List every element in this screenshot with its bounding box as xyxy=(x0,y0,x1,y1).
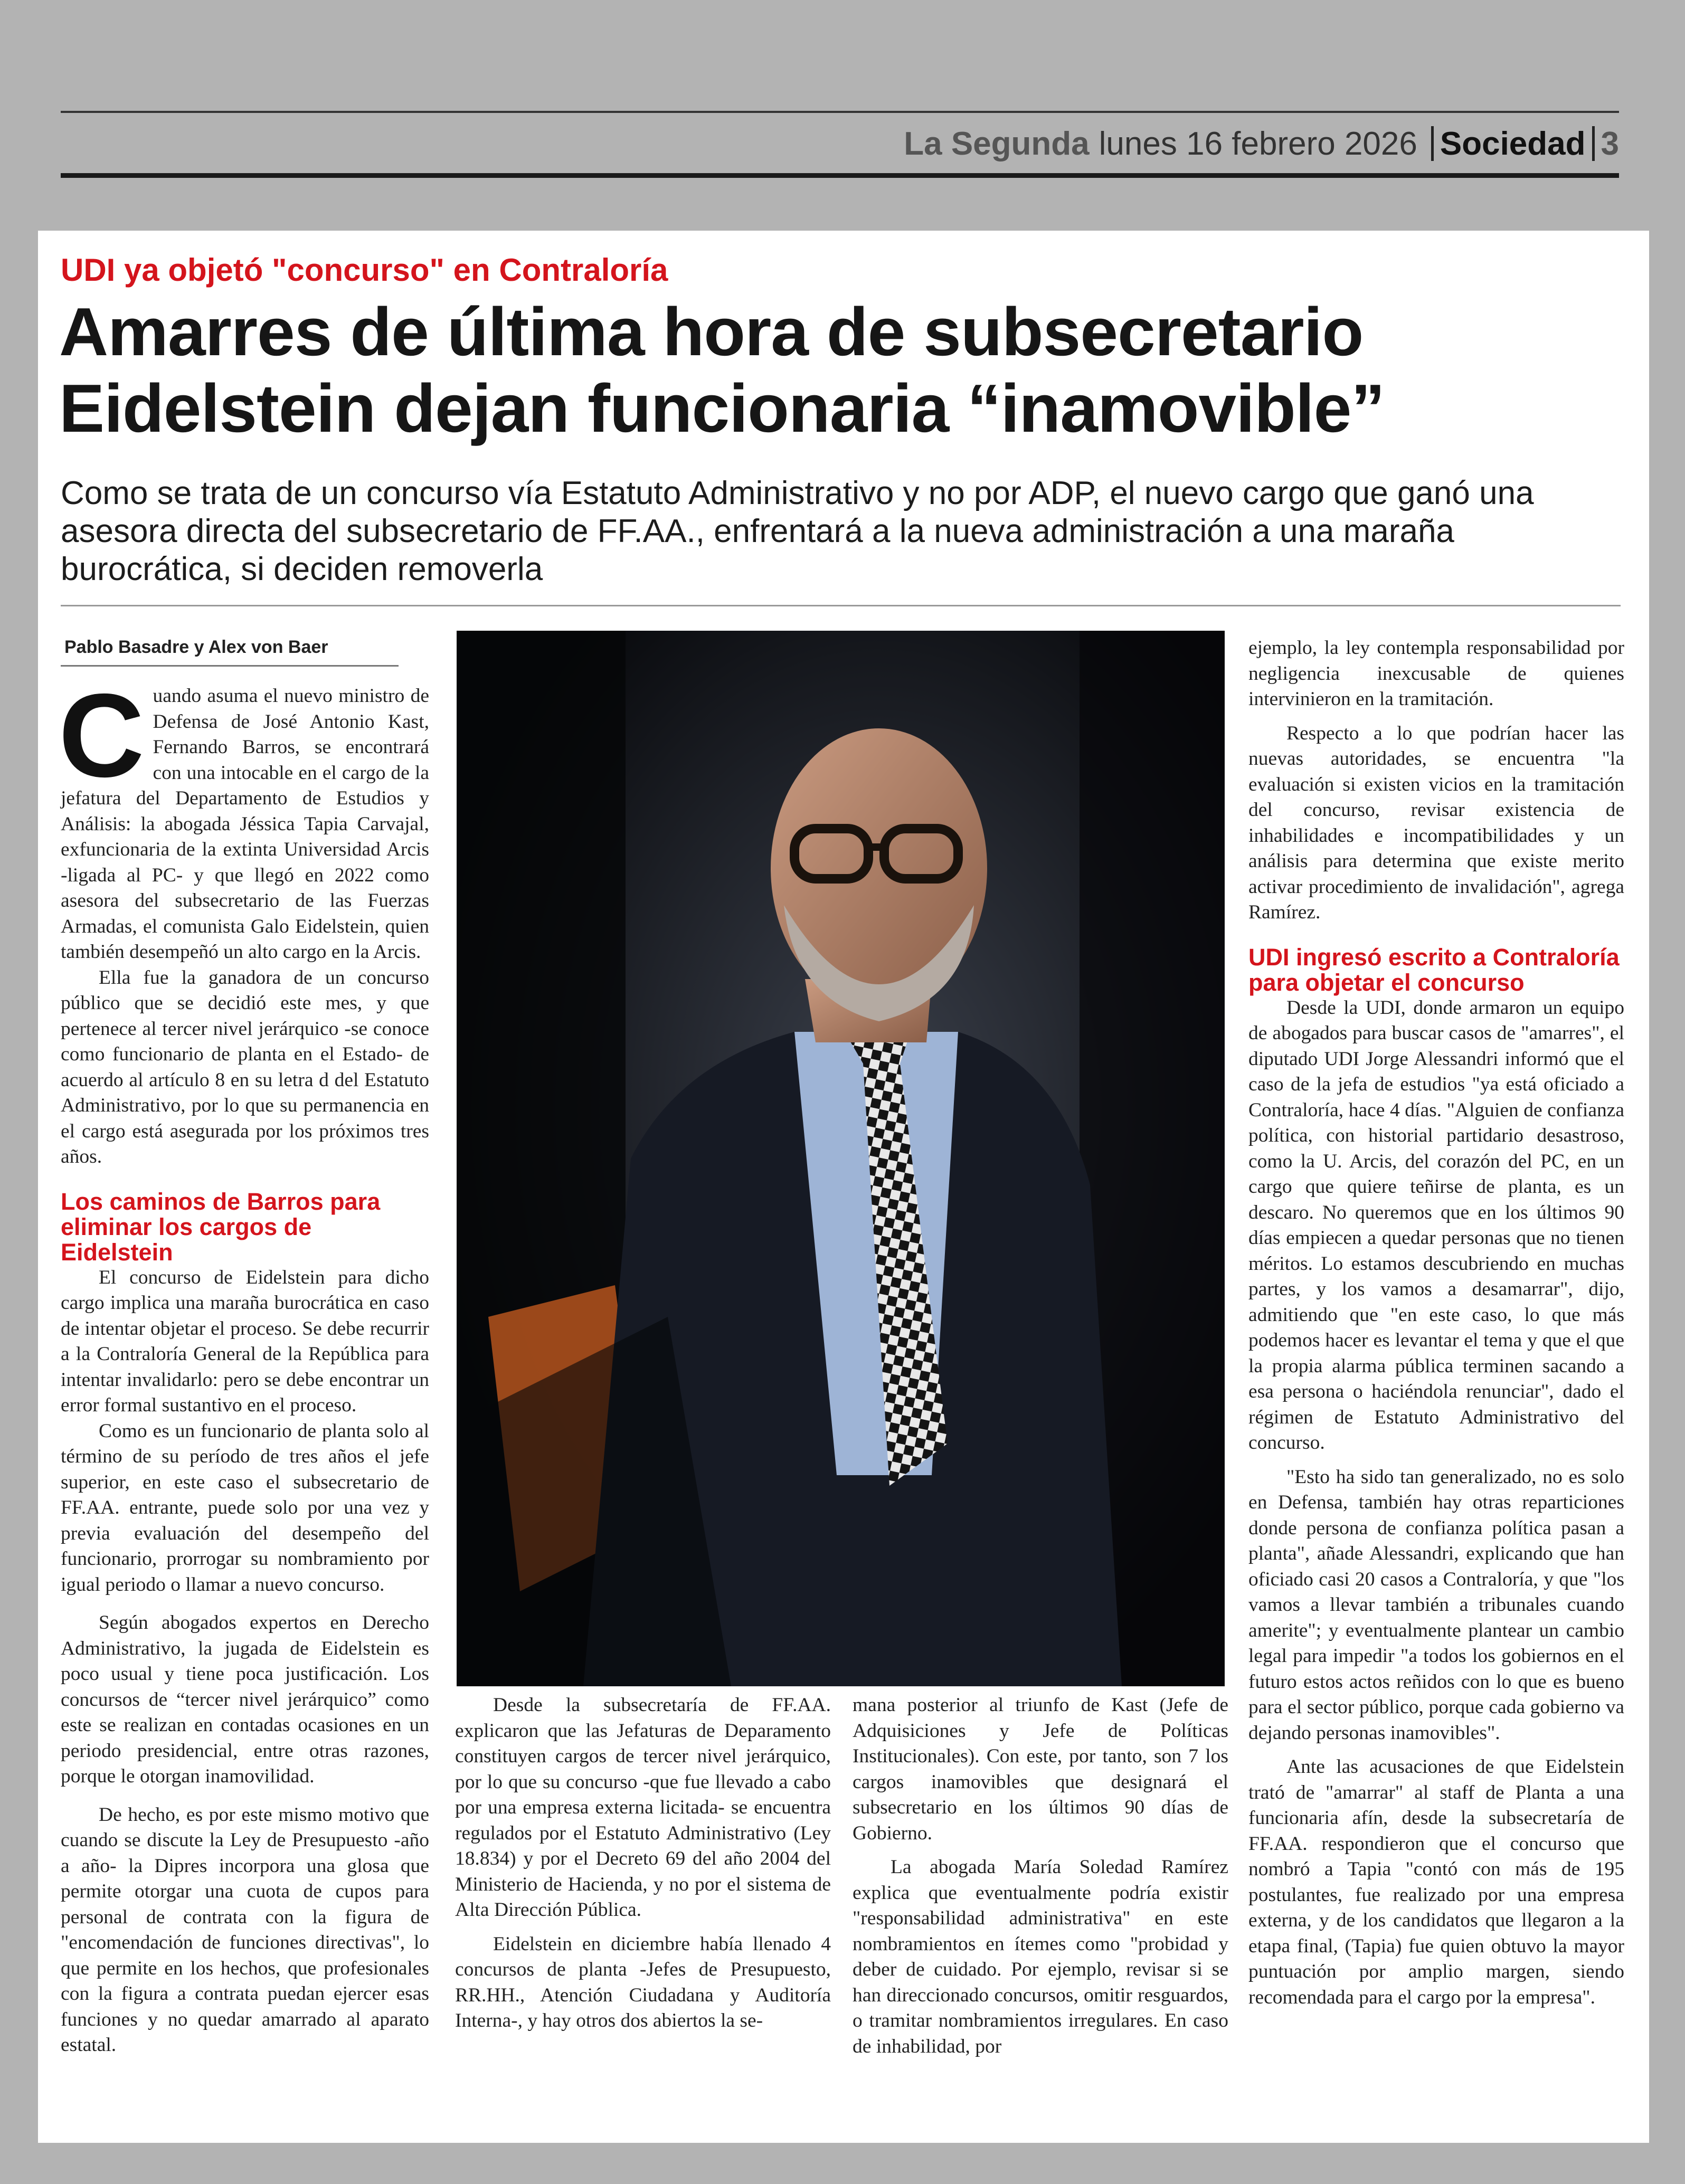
byline: Pablo Basadre y Alex von Baer xyxy=(64,637,328,657)
masthead xyxy=(904,117,1619,170)
paragraph: Desde la UDI, donde armaron un equipo de abogados para buscar casos de "amarres", el diputado UDI Jorge Alessandri informó que el caso de la jefa de estudios "ya está oficiado a Contraloría, hace 4 días. "Alguien de confianza política, con historial partidario desastroso, como la U. Arcis, del corazón del PC, en un cargo que quiere teñirse de planta, es un descaro. No queremos que en los últimos 90 días empiecen a quedar personas que no tienen méritos. Lo estamos descubriendo en muchas partes, y los vamos a desamarrar", dijo, admitiendo que "en este caso, lo que más podemos hacer es levantar el tema y que el que la propia alarma pública terminen sacando a esa persona o haciéndola renunciar", dado el régimen de Estatuto Administrativo del concurso. xyxy=(1248,996,1624,1454)
paragraph: Respecto a lo que podrían hacer las nuevas autoridades, se encuentra "la evaluación si existen vicios en la tramitación del concurso, revisar existencia de inhabilidades e incompatibilidades y un análisis para determina que existe merito activar procedimiento de invalidación", agrega Ramírez. xyxy=(1248,722,1624,923)
paragraph: ejemplo, la ley contempla responsabilidad por negligencia inexcusable de quienes intervinieron en la tramitación. xyxy=(1248,637,1624,710)
paragraph: Desde la subsecretaría de FF.AA. explicaron que las Jefaturas de Deparamento constituyen cargos de tercer nivel jerárquico, por lo que su concurso -que fue llevado a cabo por una empresa externa licitada- se encuentra regulados por el Estatuto Administrativo (Ley 18.834) y por el Decreto 69 del año 2004 del Ministerio de Hacienda, y no por el sistema de Alta Dirección Pública. xyxy=(455,1694,831,1921)
paragraph: La abogada María Soledad Ramírez explica que eventualmente podría existir "responsabilidad administrativa" en este nombramientos en ítemes como "probidad y deber de cuidado. Por ejemplo, revisar si se han direccionado concursos, omitir resguardos, o tramitar nombramientos irregulares. En caso de inhabilidad, por xyxy=(853,1856,1228,2057)
subheading: UDI ingresó escrito a Contraloría para objetar el concurso xyxy=(1248,943,1620,996)
masthead-divider xyxy=(1592,126,1595,161)
paragraph: Ella fue la ganadora de un concurso público que se decidió este mes, y que pertenece al tercer nivel jerárquico -se conoce como funcionario de planta en el Estado- de acuerdo al artículo 8 en su letra d del Estatuto Administrativo, por lo que su permanencia en el cargo está asegurada por los próximos tres años. xyxy=(61,966,429,1167)
byline-divider xyxy=(61,665,399,667)
paragraph: De hecho, es por este mismo motivo que cuando se discute la Ley de Presupuesto -año a año- la Dipres incorpora una glosa que permite otorgar una cuota de cupos para personal de contrata con la figura de "encomendación de funciones directivas", lo que permite en los hechos, que profesionales con la figura a contrata puedan ejercer esas funciones y no quedar amarrado al aparato estatal. xyxy=(61,1803,429,2056)
paragraph: "Esto ha sido tan generalizado, no es solo en Defensa, también hay otras reparticiones donde persona de confianza política pasan a planta", añade Alessandri, explicando que han oficiado casi 20 casos a Contraloría, y que "los vamos a llevar también a tribunales cuando amerite"; y eventualmente plantear un cambio legal para impedir "a todos los gobiernos en el futuro estos actos reñidos con lo que es bueno para el sector público, porque cada gobierno va dejando personas inamovibles". xyxy=(1248,1466,1624,1744)
masthead-divider xyxy=(1431,126,1434,161)
paragraph: Eidelstein en diciembre había llenado 4 concursos de planta -Jefes de Presupuesto, RR.HH., Atención Ciudadana y Auditoría Interna-, y hay otros dos abiertos la se- xyxy=(455,1933,831,2031)
article-column-3 xyxy=(853,1693,1228,2059)
paragraph: Ante las acusaciones de que Eidelstein trató de "amarrar" al staff de Planta a una funcionaria afín, desde la subsecretaría de FF.AA. respondieron que el concurso que nombró a Tapia "contó con más de 195 postulantes, fue realizado por una empresa externa, y de los candidatos que llegaron a la etapa final, (Tapia) fue quien obtuvo la mayor puntuación por amplio margen, siendo recomendada para el cargo por la empresa". xyxy=(1248,1756,1624,2008)
paragraph xyxy=(59,669,429,965)
article-headline: Amarres de última hora de subsecretario Eidelstein dejan funcionaria “inamovible” xyxy=(59,294,1385,447)
article-photo xyxy=(457,631,1225,1686)
article-sheet xyxy=(38,231,1649,2143)
masthead-top-rule xyxy=(61,111,1619,113)
issue-date: lunes 16 febrero 2026 xyxy=(1099,125,1417,162)
drop-cap: C xyxy=(59,669,145,802)
article-column-1 xyxy=(59,669,429,2058)
section-name: Sociedad xyxy=(1440,125,1586,162)
deck-divider xyxy=(61,605,1621,606)
newspaper-name: La Segunda xyxy=(904,125,1090,162)
portrait-photo-illustration xyxy=(457,631,1225,1686)
page-number: 3 xyxy=(1601,125,1619,162)
paragraph: mana posterior al triunfo de Kast (Jefe de Adquisiciones y Jefe de Políticas Institucionales). Con este, por tanto, son 7 los cargos inamovibles que designará el subsecretario en los últimos 90 días de Gobierno. xyxy=(853,1694,1228,1844)
paragraph: Según abogados expertos en Derecho Administrativo, la jugada de Eidelstein es poco usual y tiene poca justificación. Los concursos de “tercer nivel jerárquico” como este se realizan en contadas ocasiones en un periodo presidencial, entre otras razones, porque le otorgan inamovilidad. xyxy=(61,1612,429,1787)
masthead-bottom-rule xyxy=(61,173,1619,178)
paragraph: El concurso de Eidelstein para dicho cargo implica una maraña burocrática en caso de intentar objetar el proceso. Se debe recurrir a la Contraloría General de la República para intentar invalidarlo: pero se debe encontrar un error formal sustantivo en el proceso. xyxy=(61,1266,429,1416)
article-column-2 xyxy=(455,1693,831,2034)
paragraph: Como es un funcionario de planta solo al término de su período de tres años el jefe superior, en este caso el subsecretario de FF.AA. entrante, puede solo por una vez y previa evaluación del desempeño del funcionario, prorrogar su nombramiento por igual periodo o llamar a nuevo concurso. xyxy=(61,1420,429,1596)
article-column-4 xyxy=(1248,635,1624,2010)
paragraph-text: uando asuma el nuevo ministro de Defensa de José Antonio Kast, Fernando Barros, se encontrará con una intocable en el cargo de la jefatura del Departamento de Estudios y Análisis: la abogada Jéssica Tapia Carvajal, exfuncionaria de la extinta Universidad Arcis -ligada al PC- y que llegó en 2022 como asesora del subsecretario de las Fuerzas Armadas, el comunista Galo Eidelstein, quien también desempeñó un alto cargo en la Arcis. xyxy=(61,685,429,963)
subheading: Los caminos de Barros para eliminar los cargos de Eidelstein xyxy=(61,1188,381,1266)
article-deck: Como se trata de un concurso vía Estatuto Administrativo y no por ADP, el nuevo cargo que ganó una asesora directa del subsecretario de FF.AA., enfrentará a la nueva administración a una maraña burocrática, si deciden removerla xyxy=(61,475,1534,587)
article-kicker: UDI ya objetó "concurso" en Contraloría xyxy=(61,252,668,288)
